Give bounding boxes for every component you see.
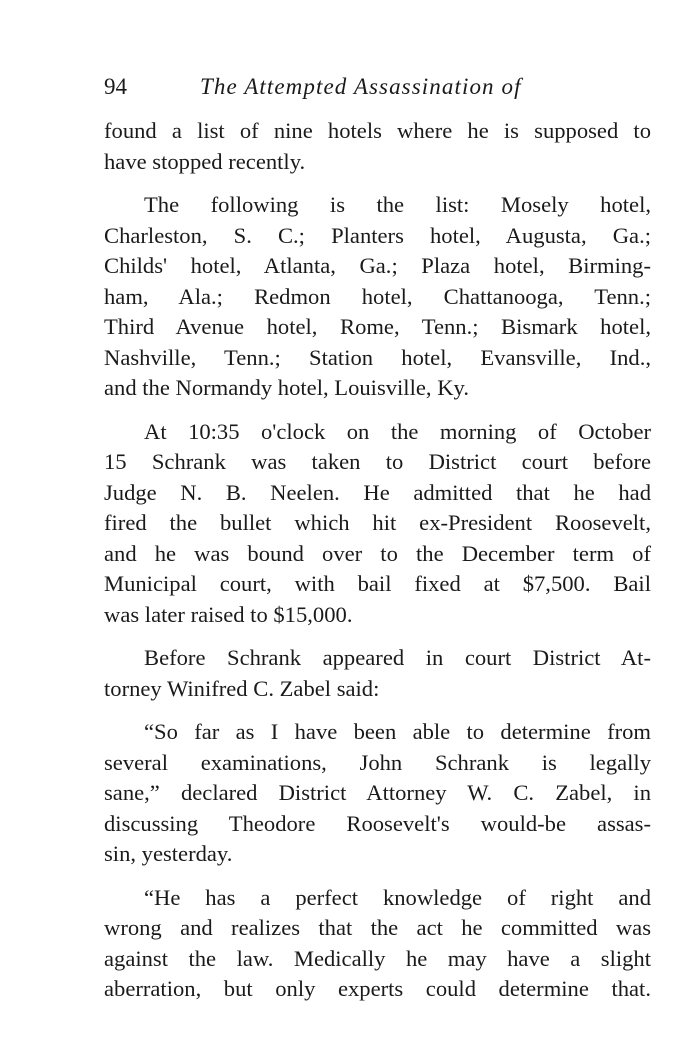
text-line: The following is the list: Mosely hotel, bbox=[144, 192, 651, 217]
running-title: The Attempted Assassination of bbox=[200, 74, 522, 99]
paragraph bbox=[104, 116, 651, 177]
text-line: 15 Schrank was taken to District court before bbox=[104, 449, 651, 474]
text-line: aberration, but only experts could determine that. bbox=[104, 976, 651, 1001]
text-line: ham, Ala.; Redmon hotel, Chattanooga, Tenn.; bbox=[104, 283, 651, 309]
text-line: sane,” declared District Attorney W. C. Zabel, in bbox=[104, 780, 651, 805]
text-line: was later raised to $15,000. bbox=[104, 601, 353, 627]
text-line: and the Normandy hotel, Louisville, Ky. bbox=[104, 375, 469, 400]
text-line: against the law. Medically he may have a slight bbox=[104, 945, 651, 971]
text-line: “He has a perfect knowledge of right and bbox=[144, 884, 651, 910]
text-line: fired the bullet which hit ex-President Roosevelt, bbox=[104, 510, 651, 535]
text-line: Judge N. B. Neelen. He admitted that he had bbox=[104, 479, 651, 505]
paragraph bbox=[104, 643, 651, 704]
running-head bbox=[104, 70, 574, 104]
text-line: “So far as I have been able to determine from bbox=[144, 719, 651, 744]
page-number: 94 bbox=[104, 74, 127, 99]
body-text bbox=[104, 116, 651, 1018]
text-line: Third Avenue hotel, Rome, Tenn.; Bismark hotel, bbox=[104, 314, 651, 339]
paragraph bbox=[104, 717, 651, 870]
text-line: Childs' hotel, Atlanta, Ga.; Plaza hotel, Birming- bbox=[104, 253, 651, 278]
text-line: wrong and realizes that the act he committed was bbox=[104, 915, 651, 940]
text-line: discussing Theodore Roosevelt's would-be assas- bbox=[104, 810, 651, 836]
text-line: found a list of nine hotels where he is supposed to bbox=[104, 118, 651, 143]
text-line: Nashville, Tenn.; Station hotel, Evansville, Ind., bbox=[104, 344, 651, 370]
paragraph bbox=[104, 883, 651, 1005]
text-line: Before Schrank appeared in court District At- bbox=[144, 645, 651, 670]
text-line: and he was bound over to the December term of bbox=[104, 540, 651, 566]
text-line: have stopped recently. bbox=[104, 148, 306, 174]
paragraph bbox=[104, 190, 651, 404]
text-line: torney Winifred C. Zabel said: bbox=[104, 675, 380, 701]
paragraph bbox=[104, 417, 651, 631]
text-line: Charleston, S. C.; Planters hotel, Augusta, Ga.; bbox=[104, 222, 651, 248]
text-line: sin, yesterday. bbox=[104, 841, 233, 866]
text-line: Municipal court, with bail fixed at $7,500. Bail bbox=[104, 571, 651, 596]
text-line: several examinations, John Schrank is legally bbox=[104, 749, 651, 775]
text-line: At 10:35 o'clock on the morning of October bbox=[144, 418, 651, 444]
